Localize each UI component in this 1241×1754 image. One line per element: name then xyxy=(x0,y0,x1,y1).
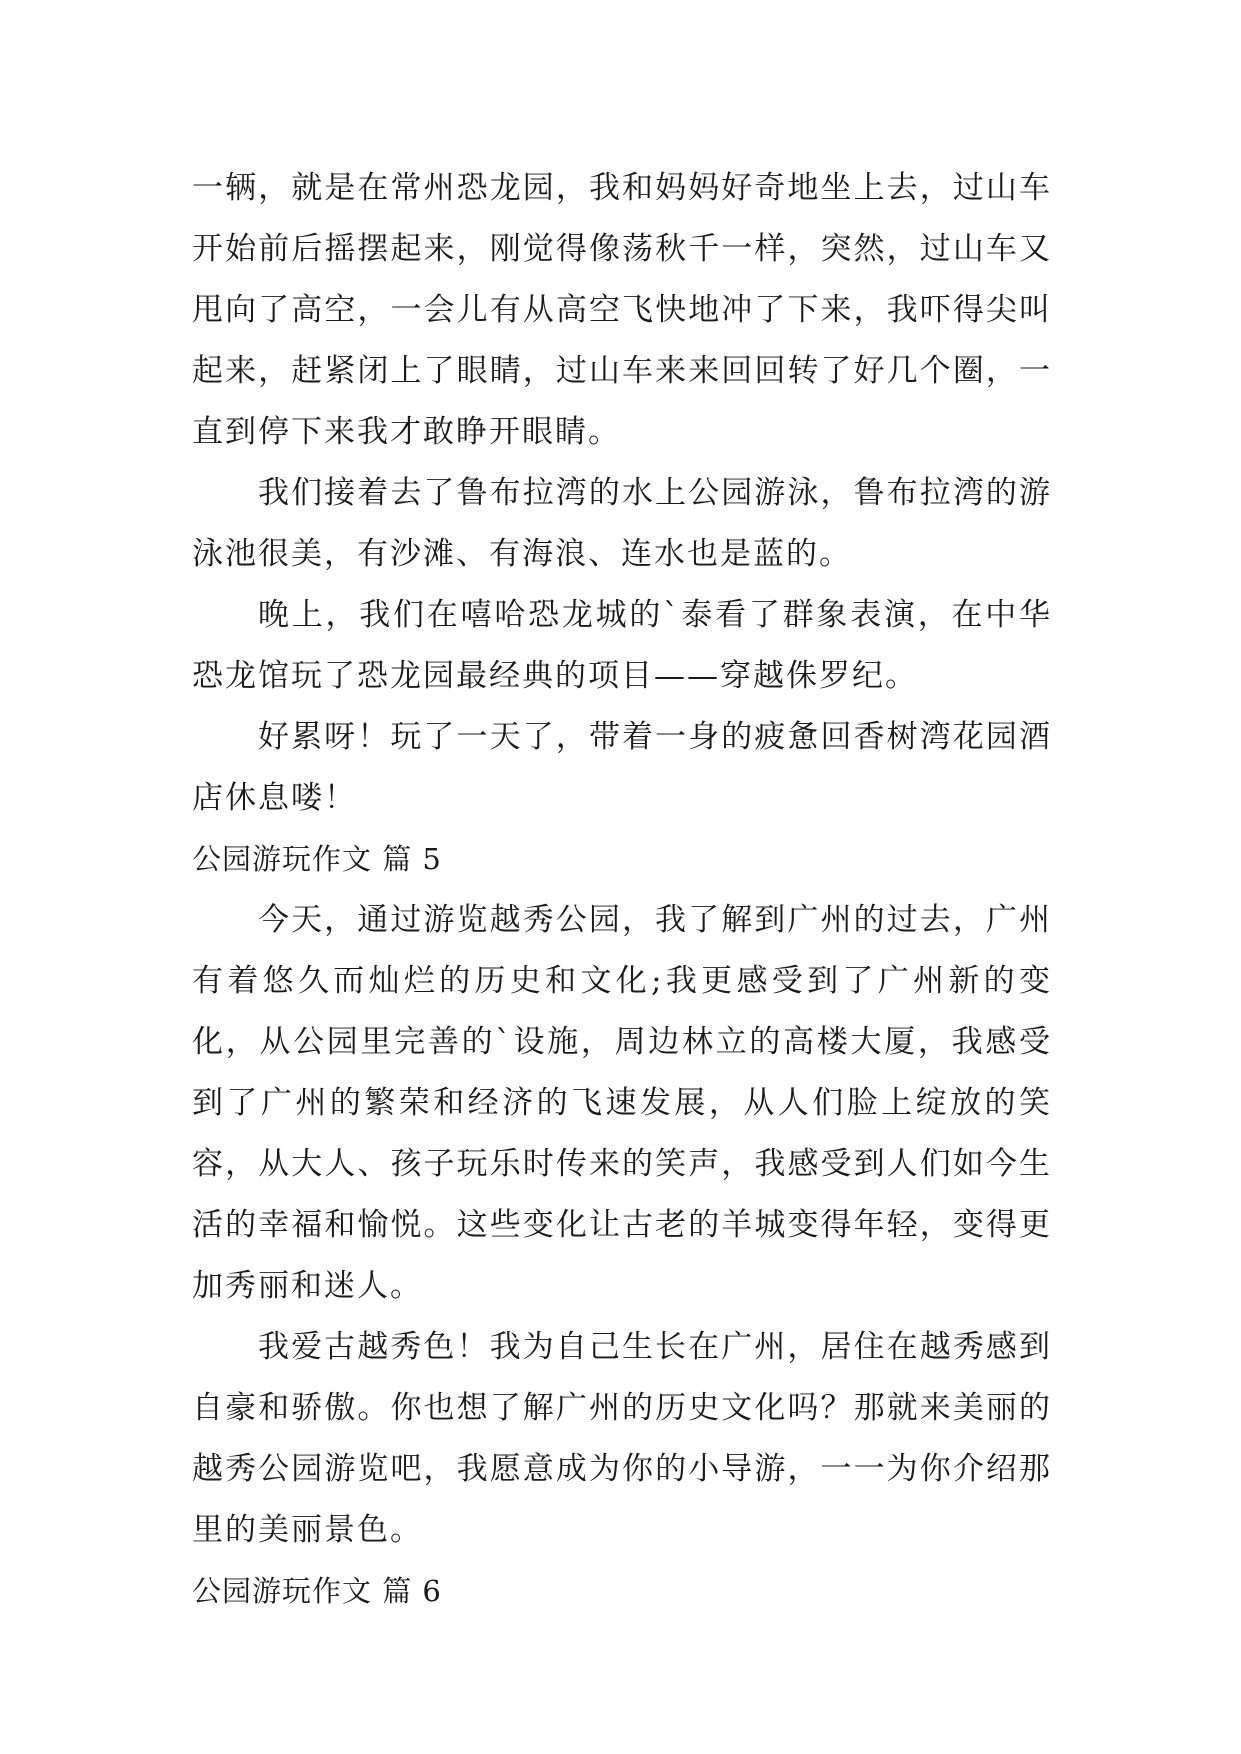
paragraph-roller-coaster: 一辆，就是在常州恐龙园，我和妈妈好奇地坐上去，过山车开始前后摇摆起来，刚觉得像荡秋千一样，突然，过山车又甩向了高空，一会儿有从高空飞快地冲了下来，我吓得尖叫起来，赶紧闭上了眼睛，过山车来来回回转了好几个圈，一直到停下来我才敢睁开眼睛。 xyxy=(192,170,1052,450)
paragraph-yuexiu-park-visit: 今天，通过游览越秀公园，我了解到广州的过去，广州有着悠久而灿烂的历史和文化;我更感受到了广州新的变化，从公园里完善的`设施，周边林立的高楼大厦，我感受到了广州的繁荣和经济的飞速发展，从人们脸上绽放的笑容，从大人、孩子玩乐时传来的笑声，我感受到人们如今生活的幸福和愉悦。这些变化让古老的羊城变得年轻，变得更加秀丽和迷人。 xyxy=(192,902,1052,1304)
section-heading-6: 公园游玩作文 篇 6 xyxy=(192,1574,442,1608)
section-heading-5: 公园游玩作文 篇 5 xyxy=(192,842,442,876)
paragraph-evening-show: 晚上，我们在嘻哈恐龙城的`泰看了群象表演，在中华恐龙馆玩了恐龙园最经典的项目——穿越侏罗纪。 xyxy=(192,597,1052,694)
paragraph-water-park: 我们接着去了鲁布拉湾的水上公园游泳，鲁布拉湾的游泳池很美，有沙滩、有海浪、连水也是蓝的。 xyxy=(192,475,1052,572)
paragraph-love-yuexiu: 我爱古越秀色！我为自己生长在广州，居住在越秀感到自豪和骄傲。你也想了解广州的历史文化吗？那就来美丽的越秀公园游览吧，我愿意成为你的小导游，一一为你介绍那里的美丽景色。 xyxy=(192,1329,1052,1548)
paragraph-rest-at-hotel: 好累呀！玩了一天了，带着一身的疲惫回香树湾花园酒店休息喽！ xyxy=(192,719,1052,816)
document-body xyxy=(192,158,1052,1622)
